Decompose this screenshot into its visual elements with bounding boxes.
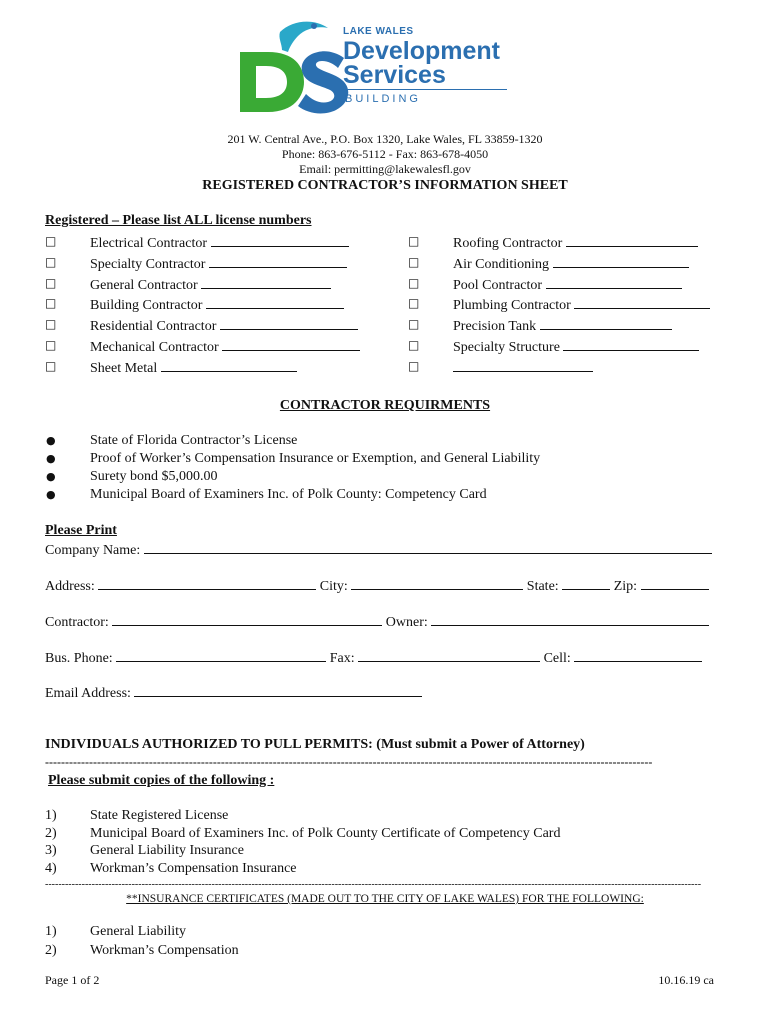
email-label: Email Address: (45, 686, 131, 701)
license-checkbox[interactable]: □ (408, 234, 420, 248)
license-number-field[interactable] (553, 254, 689, 268)
copy-item-text: Workman’s Compensation Insurance (90, 860, 297, 876)
bus-phone-field[interactable] (116, 648, 326, 662)
office-phone: Phone: 863-676-5112 - Fax: 863-678-4050 (281, 147, 489, 161)
license-item-label: Electrical Contractor (90, 236, 207, 251)
insurance-item-text: General Liability (90, 924, 187, 939)
copy-item-text: Municipal Board of Examiners Inc. of Polk County Certificate of Competency Card (90, 825, 561, 841)
license-checkbox[interactable]: □ (45, 234, 57, 248)
bullet-icon: ● (46, 452, 56, 465)
dashed-divider-2: ----------------------------------------------------------------------------------------------------------------------------------------------------------------------------------------------------- (45, 879, 702, 890)
license-number-field[interactable] (220, 316, 358, 330)
bullet-icon: ● (46, 488, 56, 501)
license-item-label: Building Contractor (90, 298, 203, 314)
zip-label: Zip: (613, 579, 638, 594)
license-item (453, 316, 672, 335)
license-checkbox[interactable]: □ (45, 317, 57, 332)
fax-label: Fax: (329, 651, 355, 666)
page-number: Page 1 of 2 (45, 973, 100, 987)
revision-code: 10.16.19 ca (658, 973, 714, 987)
office-address: 201 W. Central Ave., P.O. Box 1320, Lake Wales, FL 33859-1320 (227, 132, 543, 146)
page-title: REGISTERED CONTRACTOR’S INFORMATION SHEET (202, 178, 568, 193)
phone-row (45, 648, 702, 667)
company-name-field[interactable] (144, 540, 712, 554)
license-number-field[interactable] (453, 358, 593, 372)
logo-line-building: BUILDING (345, 93, 421, 105)
license-item (90, 233, 349, 252)
license-checkbox[interactable]: □ (408, 338, 420, 352)
license-item (90, 254, 347, 273)
license-item-label: Specialty Contractor (90, 256, 206, 272)
insurance-item-text: Workman’s Compensation (90, 943, 239, 958)
email-field[interactable] (134, 683, 422, 697)
license-item-label: Roofing Contractor (453, 236, 563, 251)
license-item (90, 358, 297, 377)
bus-phone-label: Bus. Phone: (45, 651, 113, 666)
license-item-label: Plumbing Contractor (453, 298, 571, 314)
copy-item-number: 3) (45, 843, 57, 858)
bullet-icon: ● (46, 434, 56, 447)
city-field[interactable] (351, 576, 523, 590)
requirement-item: Proof of Worker’s Compensation Insurance or Exemption, and General Liability (90, 451, 541, 466)
license-item-label: General Contractor (90, 277, 198, 293)
license-number-field[interactable] (563, 337, 699, 351)
city-label: City: (319, 579, 348, 594)
copy-item-text: General Liability Insurance (90, 843, 244, 858)
license-item (90, 316, 358, 335)
license-item (453, 337, 699, 356)
license-item (453, 233, 698, 252)
authorized-heading: INDIVIDUALS AUTHORIZED TO PULL PERMITS: (Must submit a Power of Attorney) (45, 737, 585, 752)
license-checkbox[interactable]: □ (408, 254, 420, 269)
insurance-item-number: 1) (45, 924, 57, 939)
requirement-item: State of Florida Contractor’s License (90, 433, 298, 448)
company-name-label: Company Name: (45, 543, 141, 558)
owner-label: Owner: (385, 615, 428, 630)
copy-item-number: 2) (45, 825, 57, 841)
license-number-field[interactable] (206, 295, 344, 309)
license-checkbox[interactable]: □ (45, 254, 57, 269)
company-name-row (45, 540, 712, 559)
contractor-owner-row (45, 612, 709, 631)
license-item-label: Air Conditioning (453, 256, 550, 272)
license-checkbox[interactable]: □ (45, 296, 57, 311)
contractor-label: Contractor: (45, 615, 109, 630)
license-item-label: Mechanical Contractor (90, 340, 219, 355)
copy-item-number: 4) (45, 860, 57, 876)
license-item-label: Residential Contractor (90, 319, 217, 335)
state-field[interactable] (562, 576, 610, 590)
license-checkbox[interactable]: □ (45, 275, 57, 290)
license-number-field[interactable] (161, 358, 297, 372)
fax-field[interactable] (358, 648, 540, 662)
copy-item-number: 1) (45, 808, 57, 823)
license-number-field[interactable] (211, 233, 349, 247)
insurance-item-number: 2) (45, 943, 57, 958)
bullet-icon: ● (46, 470, 56, 483)
address-field[interactable] (98, 576, 316, 590)
owner-field[interactable] (431, 612, 709, 626)
license-item (453, 275, 682, 294)
copies-heading: Please submit copies of the following : (48, 773, 275, 788)
contractor-field[interactable] (112, 612, 382, 626)
zip-field[interactable] (641, 576, 709, 590)
requirement-item: Municipal Board of Examiners Inc. of Polk County: Competency Card (90, 487, 487, 502)
copy-item-text: State Registered License (90, 808, 229, 823)
license-item-label: Precision Tank (453, 319, 537, 335)
logo-line-development: Development (343, 37, 500, 65)
address-row (45, 576, 709, 595)
logo-city-name: LAKE WALES (343, 26, 414, 37)
license-item (453, 295, 710, 314)
state-label: State: (526, 579, 559, 594)
license-item-label: Sheet Metal (90, 360, 158, 376)
license-number-field[interactable] (566, 233, 698, 247)
email-row (45, 683, 422, 702)
license-item (453, 254, 689, 273)
license-item (90, 295, 344, 314)
license-checkbox[interactable]: □ (45, 358, 57, 373)
insurance-heading: **INSURANCE CERTIFICATES (MADE OUT TO THE CITY OF LAKE WALES) FOR THE FOLLOWING: (126, 893, 644, 905)
license-number-field[interactable] (222, 337, 360, 351)
office-email: Email: permitting@lakewalesfl.gov (299, 162, 471, 176)
registered-heading: Registered – Please list ALL license numbers (45, 213, 312, 228)
requirements-heading: CONTRACTOR REQUIRMENTS (279, 398, 491, 413)
license-item-label: Pool Contractor (453, 277, 543, 293)
license-item (453, 358, 593, 377)
license-number-field[interactable] (574, 295, 710, 309)
requirement-item: Surety bond $5,000.00 (90, 469, 218, 484)
logo-divider (343, 89, 507, 90)
license-number-field[interactable] (209, 254, 347, 268)
license-item-label: Specialty Structure (453, 340, 560, 355)
license-checkbox[interactable]: □ (408, 317, 420, 332)
license-checkbox[interactable]: □ (408, 296, 420, 311)
license-checkbox[interactable]: □ (408, 358, 420, 373)
license-checkbox[interactable]: □ (408, 275, 420, 290)
cell-label: Cell: (543, 651, 571, 666)
license-number-field[interactable] (546, 275, 682, 289)
dashed-divider-1: -------------------------------------------------------------------------------------------------------------------------------------------------------- (45, 755, 653, 769)
license-item (90, 337, 360, 356)
please-print-heading: Please Print (45, 523, 117, 538)
license-checkbox[interactable]: □ (45, 338, 57, 352)
license-number-field[interactable] (540, 316, 672, 330)
address-label: Address: (45, 579, 95, 594)
cell-field[interactable] (574, 648, 702, 662)
logo-line-services: Services (343, 61, 446, 89)
license-number-field[interactable] (201, 275, 331, 289)
license-item (90, 275, 331, 294)
